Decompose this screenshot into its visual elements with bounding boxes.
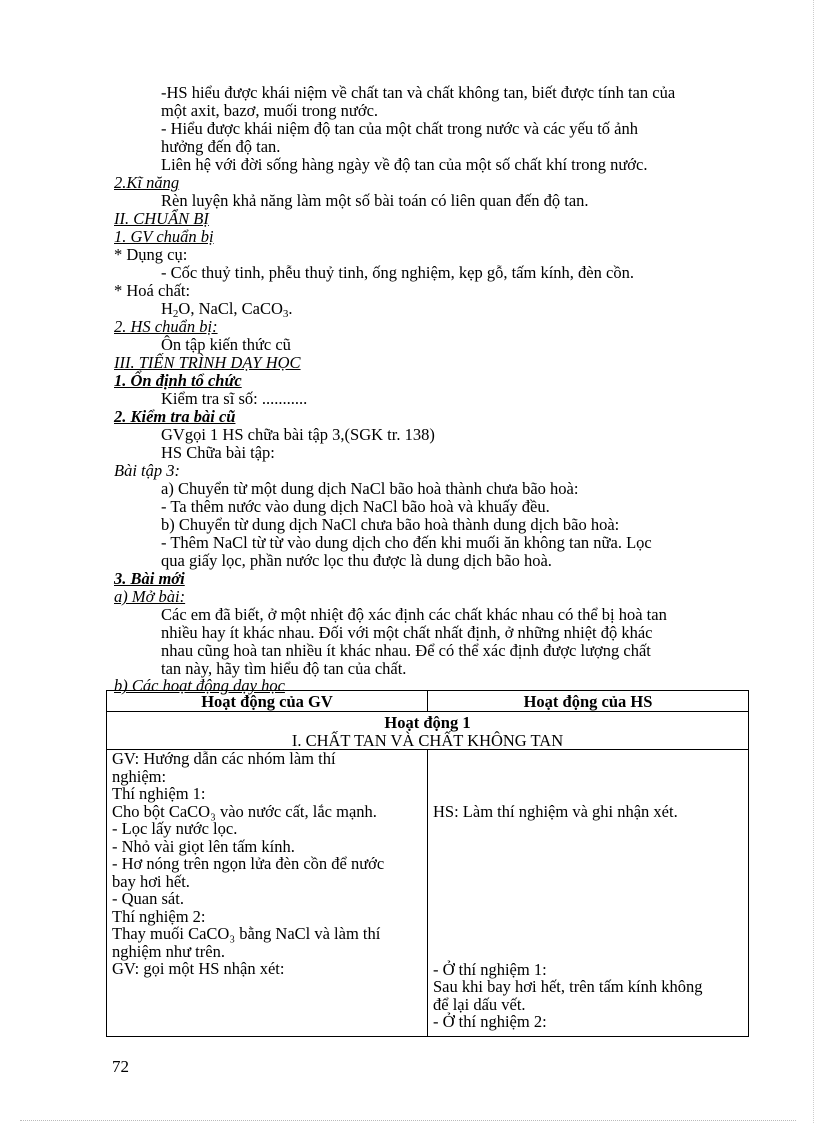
opening-line-4: tan này, hãy tìm hiểu độ tan của chất. bbox=[161, 659, 407, 678]
hs-line: để lại dấu vết. bbox=[433, 994, 526, 1014]
gv-line: - Lọc lấy nước lọc. bbox=[112, 819, 238, 838]
gv-line: - Quan sát. bbox=[112, 889, 184, 908]
chem-list: $H_2O$, NaCl, CaCO$_3$. bbox=[161, 299, 293, 320]
process-heading: III. TIẾN TRÌNH DẠY HỌC bbox=[114, 353, 301, 372]
table-header-row bbox=[107, 691, 749, 712]
activity-title-row bbox=[107, 712, 749, 750]
hs-activity-cell bbox=[428, 750, 749, 1037]
gv-line: nghiệm như trên. bbox=[112, 941, 225, 961]
intro-line-1: -HS hiểu được khái niệm về chất tan và chất không tan, biết được tính tan của bbox=[161, 83, 676, 102]
hs-line: - Ở thí nghiệm 1: bbox=[433, 959, 547, 979]
activity-title: Hoạt động 1 bbox=[384, 713, 471, 732]
col-header-gv: Hoạt động của GV bbox=[107, 691, 428, 712]
prep-heading: II. CHUẨN BỊ bbox=[114, 209, 209, 228]
hs-prep-text: Ôn tập kiến thức cũ bbox=[161, 335, 291, 354]
col-header-hs: Hoạt động của HS bbox=[428, 691, 749, 712]
hs-line: HS: Làm thí nghiệm và ghi nhận xét. bbox=[433, 802, 678, 821]
exercise-heading: Bài tập 3: bbox=[114, 461, 180, 480]
skills-heading: 2.Kĩ năng bbox=[114, 173, 180, 192]
gv-line: Thay muối CaCO₃ bằng NaCl và làm thí bbox=[112, 924, 381, 943]
gv-activity-cell bbox=[107, 750, 428, 1037]
gv-line: - Nhỏ vài giọt lên tấm kính. bbox=[112, 836, 295, 856]
check-heading: 2. Kiểm tra bài cũ bbox=[114, 407, 236, 426]
page-number: 72 bbox=[112, 1057, 129, 1076]
tools-list: - Cốc thuỷ tinh, phễu thuỷ tinh, ống nghiệm, kẹp gỗ, tấm kính, đèn cồn. bbox=[161, 263, 634, 282]
page-side-divider bbox=[813, 0, 814, 1123]
opening-heading: a) Mở bài: bbox=[114, 587, 186, 606]
intro-line-4: hưởng đến độ tan. bbox=[161, 137, 281, 156]
activities-table bbox=[106, 690, 749, 1037]
gv-line: Thí nghiệm 1: bbox=[112, 784, 206, 803]
skills-text: Rèn luyện khả năng làm một số bài toán có liên quan đến độ tan. bbox=[161, 191, 589, 210]
intro-line-2: một axit, bazơ, muối trong nước. bbox=[161, 101, 379, 120]
hs-line: - Ở thí nghiệm 2: bbox=[433, 1012, 547, 1031]
gv-line: GV: Hướng dẫn các nhóm làm thí bbox=[112, 749, 336, 768]
gv-prep-heading: 1. GV chuẩn bị bbox=[114, 227, 214, 246]
exercise-b1: - Thêm NaCl từ từ vào dung dịch cho đến khi muối ăn không tan nữa. Lọc bbox=[161, 533, 652, 552]
tools-label: * Dụng cụ: bbox=[114, 245, 188, 264]
page-edge-divider bbox=[20, 1120, 796, 1121]
exercise-a: a) Chuyển từ một dung dịch NaCl bão hoà thành chưa bão hoà: bbox=[161, 479, 579, 498]
activities-heading: b) Các hoạt động dạy học bbox=[114, 676, 285, 695]
chem-label: * Hoá chất: bbox=[114, 281, 191, 300]
table-row bbox=[107, 750, 749, 1037]
intro-line-5: Liên hệ với đời sống hàng ngày về độ tan của một số chất khí trong nước. bbox=[161, 155, 648, 174]
opening-line-2: nhiều hay ít khác nhau. Đối với một chất nhất định, ở những nhiệt độ khác bbox=[161, 623, 653, 642]
check-line-1: GVgọi 1 HS chữa bài tập 3,(SGK tr. 138) bbox=[161, 425, 435, 444]
intro-line-3: - Hiểu được khái niệm độ tan của một chất trong nước và các yếu tố ảnh bbox=[161, 119, 639, 138]
exercise-b2: qua giấy lọc, phần nước lọc thu được là dung dịch bão hoà. bbox=[161, 551, 552, 570]
org-heading: 1. Ổn định tổ chức bbox=[114, 371, 242, 390]
check-line-2: HS Chữa bài tập: bbox=[161, 443, 275, 462]
gv-line: bay hơi hết. bbox=[112, 871, 190, 891]
exercise-b: b) Chuyển từ dung dịch NaCl chưa bão hoà thành dung dịch bão hoà: bbox=[161, 515, 620, 534]
exercise-a1: - Ta thêm nước vào dung dịch NaCl bão hoà và khuấy đều. bbox=[161, 497, 550, 516]
hs-prep-heading: 2. HS chuẩn bị: bbox=[114, 317, 218, 336]
gv-line: nghiệm: bbox=[112, 766, 167, 786]
gv-line: - Hơ nóng trên ngọn lửa đèn cồn để nước bbox=[112, 854, 385, 873]
gv-line: Cho bột CaCO₃ vào nước cất, lắc mạnh. bbox=[112, 801, 377, 821]
new-lesson-heading: 3. Bài mới bbox=[114, 569, 185, 588]
section-title: I. CHẤT TAN VÀ CHẤT KHÔNG TAN bbox=[291, 730, 564, 750]
org-text: Kiểm tra sĩ số: ........... bbox=[161, 389, 308, 408]
hs-line: Sau khi bay hơi hết, trên tấm kính không bbox=[433, 977, 703, 996]
gv-line: GV: gọi một HS nhận xét: bbox=[112, 959, 285, 978]
opening-line-1: Các em đã biết, ở một nhiệt độ xác định các chất khác nhau có thể bị hoà tan bbox=[161, 605, 667, 624]
gv-line: Thí nghiệm 2: bbox=[112, 906, 206, 926]
opening-line-3: nhau cũng hoà tan nhiều ít khác nhau. Để có thể xác định được lượng chất bbox=[161, 641, 651, 660]
